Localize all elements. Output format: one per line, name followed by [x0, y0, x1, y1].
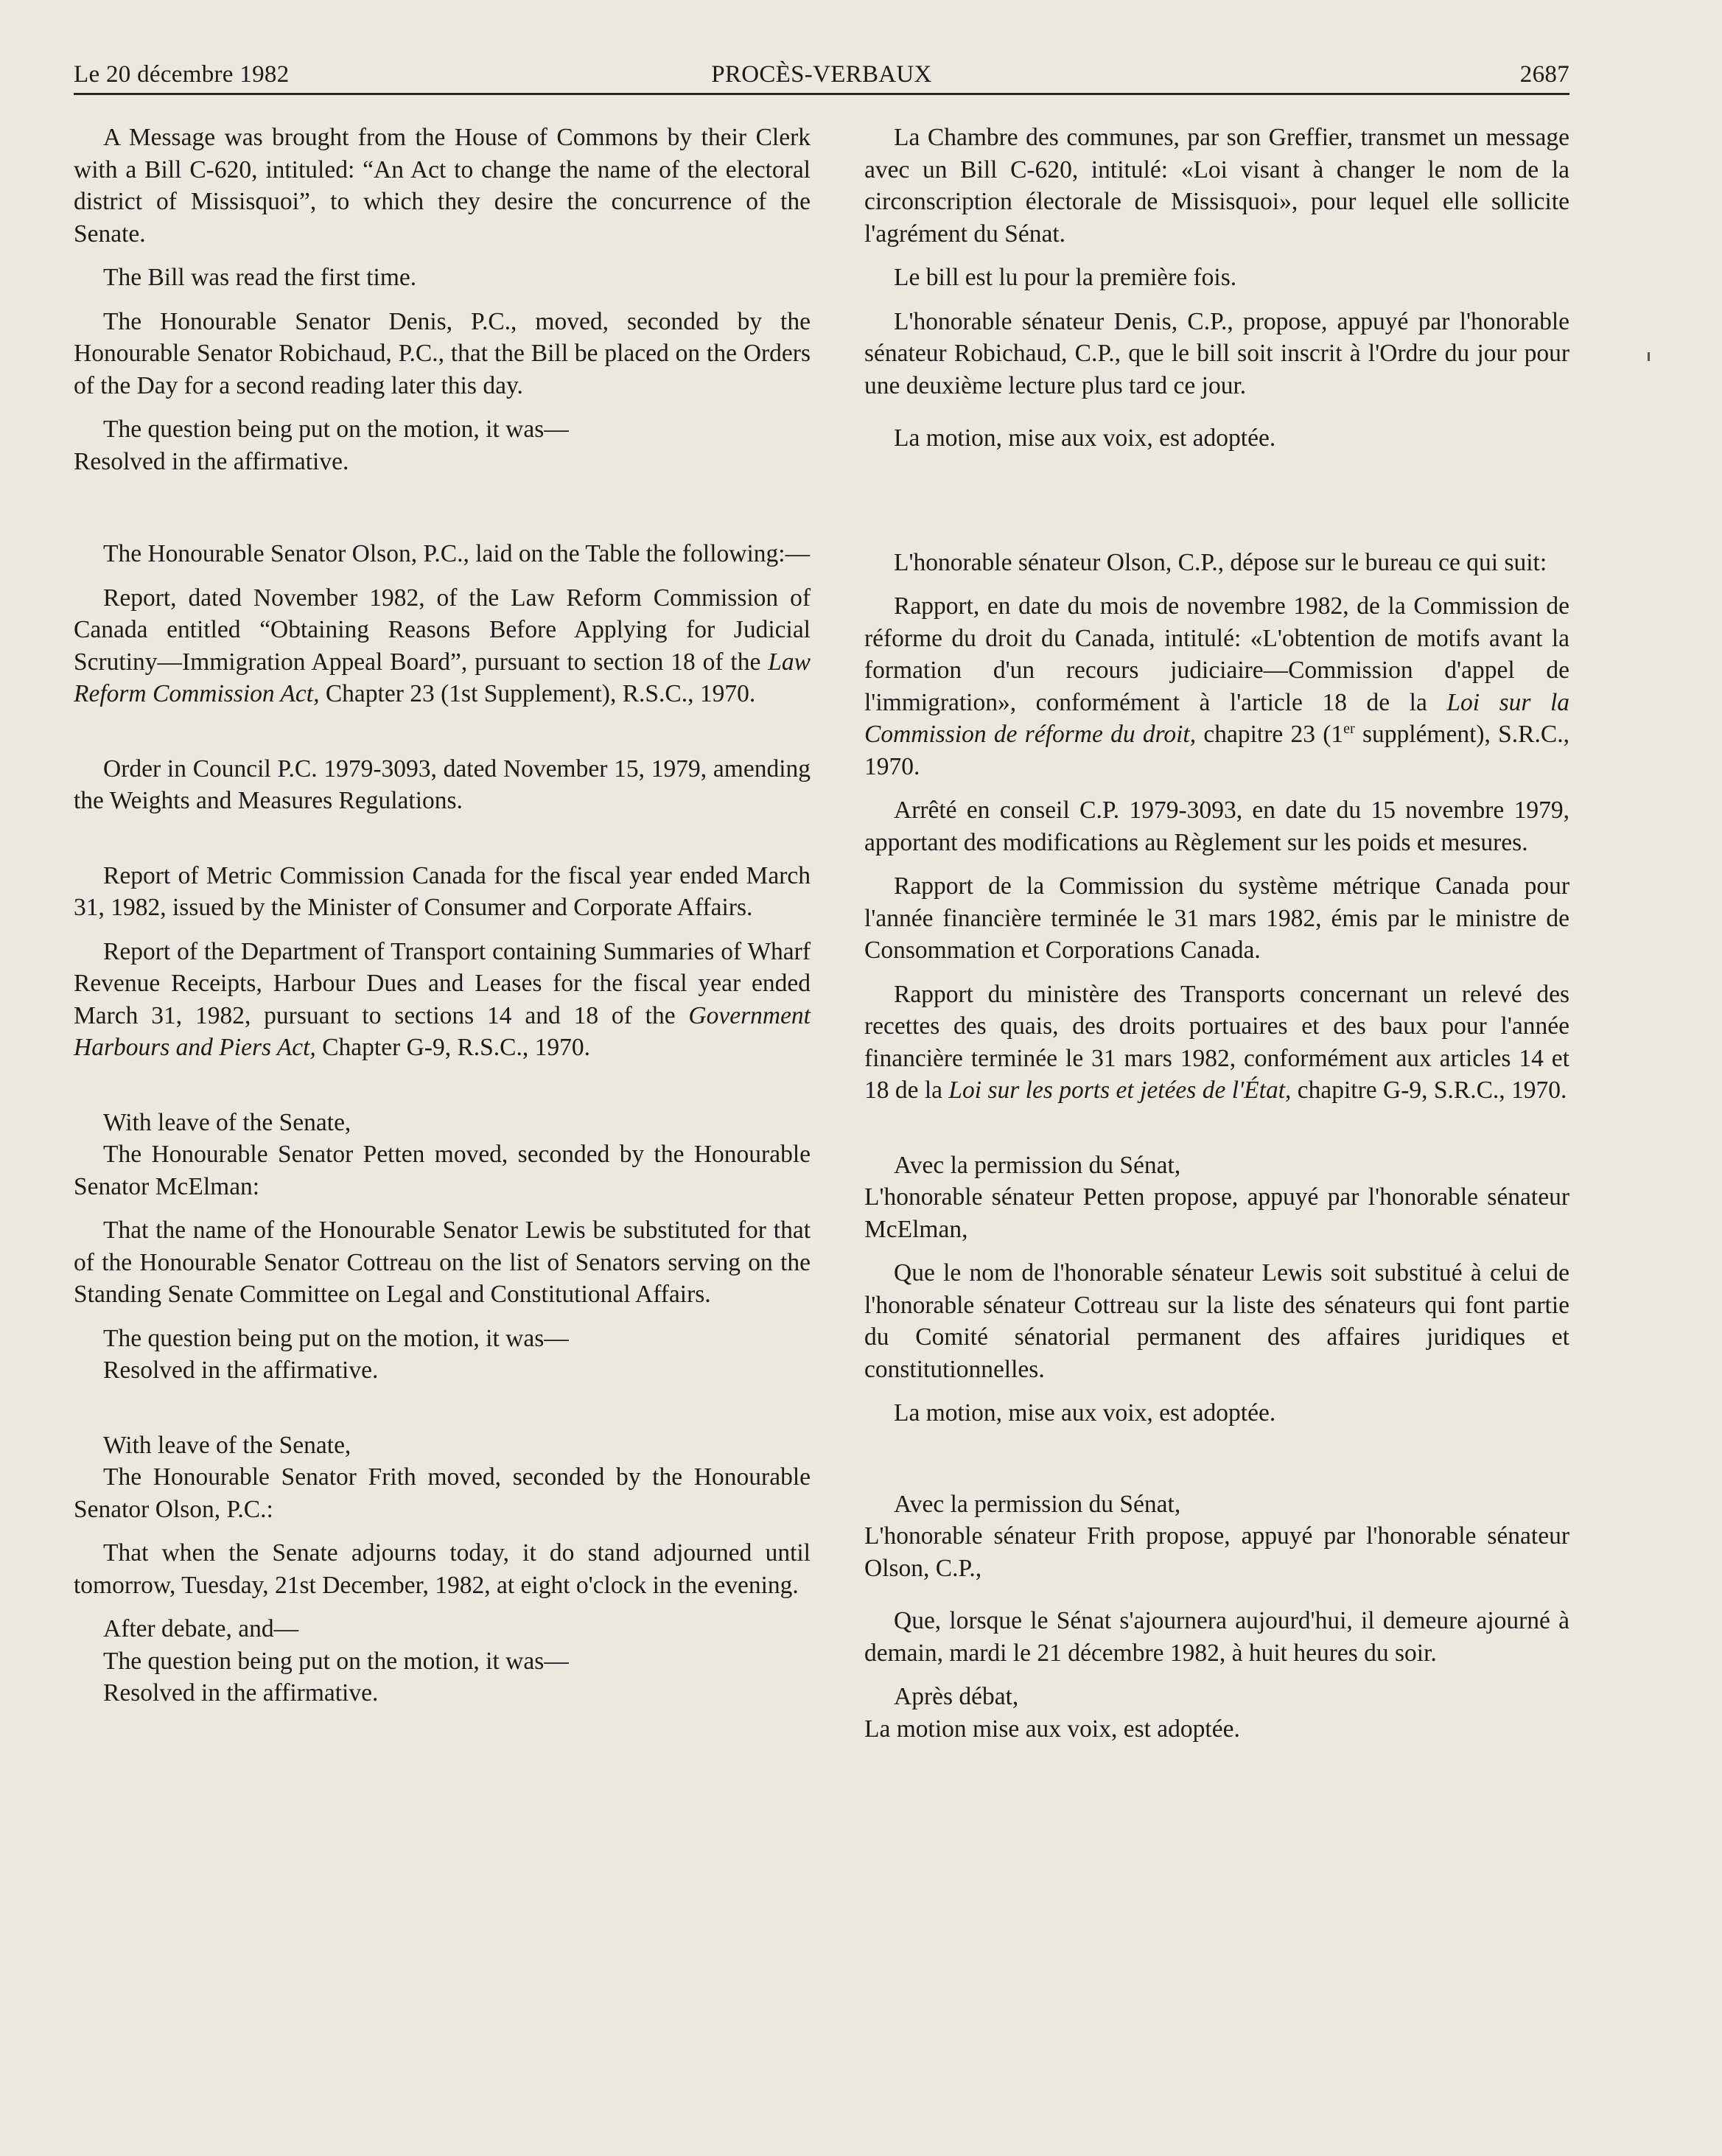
en-debate-line: After debate, and—	[103, 1615, 299, 1642]
english-column	[74, 122, 811, 1709]
fr-order-in-council: Arrêté en conseil C.P. 1979-3093, en date du 15 novembre 1979, apportant des modifications au Règlement sur les poids et mesures.	[864, 797, 1569, 856]
fr-olson-tabled: L'honorable sénateur Olson, C.P., dépose sur le bureau ce qui suit:	[894, 548, 1547, 576]
fr-leave-line-2: Avec la permission du Sénat,	[894, 1490, 1181, 1518]
en-question-line-3: The question being put on the motion, it was—	[103, 1647, 569, 1675]
french-column	[864, 122, 1569, 1745]
en-frith-motion	[74, 1429, 811, 1526]
en-adjournment: That when the Senate adjourns today, it do stand adjourned until tomorrow, Tuesday, 21st December, 1982, at eight o'clock in the evening.	[74, 1539, 811, 1599]
en-act-title-harbours: Government Harbours and Piers Act,	[74, 1001, 811, 1061]
fr-message-paragraph: La Chambre des communes, par son Greffier, transmet un message avec un Bill C-620, intitulé: «Loi visant à changer le nom de la circonscription électorale de Missisquoi», pour lequel elle sollicite l'agrément du Sénat.	[864, 124, 1569, 248]
fr-act-title-law-reform: Loi sur la Commission de réforme du droit,	[864, 688, 1569, 748]
en-question-resolved-1	[74, 413, 811, 477]
en-olson-tabled: The Honourable Senator Olson, P.C., laid on the Table the following:—	[103, 540, 811, 567]
fr-leave-line-1: Avec la permission du Sénat,	[894, 1151, 1181, 1179]
fr-first-reading: Le bill est lu pour la première fois.	[894, 264, 1237, 291]
en-question-line-2: The question being put on the motion, it was—	[103, 1324, 569, 1352]
margin-mark	[1648, 352, 1650, 361]
fr-motion-adopted-1: La motion, mise aux voix, est adoptée.	[894, 424, 1276, 452]
fr-law-reform-report: Rapport, en date du mois de novembre 1982, de la Commission de réforme du droit du Canada, intitulé: «L'obtention de motifs avant la formation d'un recours judiciaire—Commission d'appel de l'immigration», conformément à l'article 18 de la Loi sur la Commission de réforme du droit, chapitre 23 (1er supplément), S.R.C., 1970.	[864, 592, 1569, 780]
en-debate-resolved	[74, 1613, 811, 1709]
en-order-in-council: Order in Council P.C. 1979-3093, dated November 15, 1979, amending the Weights and Measures Regulations.	[74, 755, 811, 814]
fr-denis-motion: L'honorable sénateur Denis, C.P., propose, appuyé par l'honorable sénateur Robichaud, C.P., que le bill soit inscrit à l'Ordre du jour pour une deuxième lecture plus tard ce jour.	[864, 307, 1569, 399]
en-lewis-substitution: That the name of the Honourable Senator Lewis be substituted for that of the Honourable Senator Cottreau on the list of Senators serving on the Standing Senate Committee on Legal and Constitutional Affairs.	[74, 1217, 811, 1308]
fr-transport-report: Rapport du ministère des Transports concernant un relevé des recettes des quais, des droits portuaires et des baux pour l'année financière terminée le 31 mars 1982, conformément aux articles 14 et 18 de la Loi sur les ports et jetées de l'État, chapitre G-9, S.R.C., 1970.	[864, 980, 1569, 1104]
page-number: 2687	[1519, 61, 1569, 88]
fr-frith-line: L'honorable sénateur Frith propose, appuyé par l'honorable sénateur Olson, C.P.,	[864, 1522, 1569, 1582]
fr-frith-motion	[864, 1488, 1569, 1585]
en-resolved-line-2: Resolved in the affirmative.	[103, 1357, 379, 1384]
en-transport-report: Report of the Department of Transport containing Summaries of Wharf Revenue Receipts, Harbour Dues and Leases for the fiscal year ended March 31, 1982, pursuant to sections 14 and 18 of the Government Harbours and Piers Act, Chapter G-9, R.S.C., 1970.	[74, 937, 811, 1061]
fr-motion-adopted-2: La motion, mise aux voix, est adoptée.	[894, 1399, 1276, 1427]
en-frith-line: The Honourable Senator Frith moved, seconded by the Honourable Senator Olson, P.C.:	[74, 1463, 811, 1523]
en-question-line: The question being put on the motion, it was—	[103, 416, 569, 443]
fr-act-title-harbours: Loi sur les ports et jetées de l'État,	[948, 1077, 1292, 1104]
en-petten-motion	[74, 1107, 811, 1203]
en-leave-line-1: With leave of the Senate,	[103, 1108, 351, 1136]
en-law-reform-report: Report, dated November 1982, of the Law Reform Commission of Canada entitled “Obtaining Reasons Before Applying for Judicial Scrutiny—Immigration Appeal Board”, pursuant to section 18 of the Law Reform Commission Act, Chapter 23 (1st Supplement), R.S.C., 1970.	[74, 584, 811, 707]
en-message-paragraph: A Message was brought from the House of Commons by their Clerk with a Bill C-620, intituled: “An Act to change the name of the electoral district of Missisquoi”, to which they desire the concurrence of the Senate.	[74, 124, 811, 248]
en-denis-motion: The Honourable Senator Denis, P.C., moved, seconded by the Honourable Senator Robichaud, P.C., that the Bill be placed on the Orders of the Day for a second reading later this day.	[74, 307, 811, 399]
en-question-resolved-2	[74, 1323, 811, 1387]
fr-petten-line: L'honorable sénateur Petten propose, appuyé par l'honorable sénateur McElman,	[864, 1183, 1569, 1243]
header-title: PROCÈS-VERBAUX	[711, 61, 932, 88]
en-resolved-line-3: Resolved in the affirmative.	[103, 1679, 379, 1707]
en-leave-line-2: With leave of the Senate,	[103, 1431, 351, 1459]
en-resolved-line: Resolved in the affirmative.	[74, 447, 349, 475]
en-first-reading: The Bill was read the first time.	[103, 264, 417, 291]
fr-petten-motion	[864, 1149, 1569, 1246]
fr-metric-report: Rapport de la Commission du système métrique Canada pour l'année financière terminée le 31 mars 1982, émis par le ministre de Consommation et Corporations Canada.	[864, 872, 1569, 964]
fr-lewis-substitution: Que le nom de l'honorable sénateur Lewis soit substitué à celui de l'honorable sénateur Cottreau sur la liste des sénateurs qui font partie du Comité sénatorial permanent des affaires juridiques et constitutionnelles.	[864, 1259, 1569, 1383]
running-header	[74, 46, 1569, 95]
fr-motion-adopted-3: La motion mise aux voix, est adoptée.	[864, 1715, 1240, 1743]
header-date: Le 20 décembre 1982	[74, 61, 290, 88]
en-petten-line: The Honourable Senator Petten moved, seconded by the Honourable Senator McElman:	[74, 1141, 811, 1200]
fr-adjournment: Que, lorsque le Sénat s'ajournera aujourd'hui, il demeure ajourné à demain, mardi le 21 décembre 1982, à huit heures du soir.	[864, 1607, 1569, 1667]
fr-debate-line: Après débat,	[894, 1683, 1019, 1710]
en-metric-report: Report of Metric Commission Canada for the fiscal year ended March 31, 1982, issued by the Minister of Consumer and Corporate Affairs.	[74, 861, 811, 921]
en-act-title-law-reform: Law Reform Commission Act,	[74, 648, 811, 707]
fr-debate-adopted	[864, 1681, 1569, 1745]
